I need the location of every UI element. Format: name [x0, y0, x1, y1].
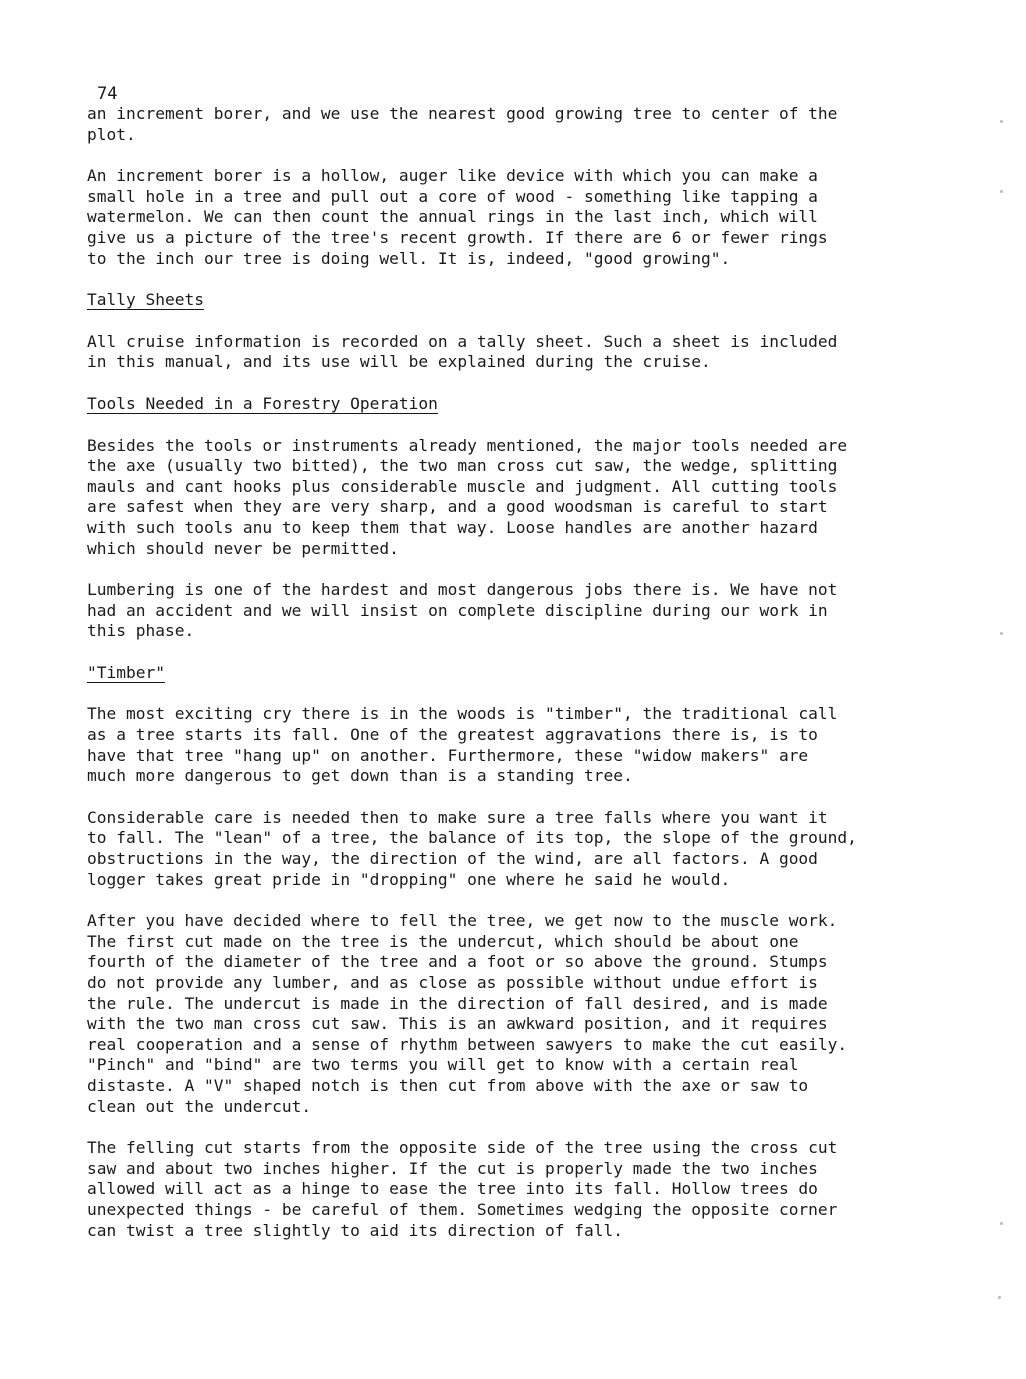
paragraph-felling-cut: The felling cut starts from the opposite side of the tree using the cross cut saw and about two inches higher. If the cut is properly made the two inches allowed will act as a hinge to ease the tree into its fall. Hollow trees do unexpected things - be careful of them. Sometimes wedging the opposite corner can twist a tree slightly to aid its direction of fall. — [87, 1138, 838, 1240]
paragraph-tally-sheets: All cruise information is recorded on a tally sheet. Such a sheet is included in this manual, and its use will be explained during the cruise. — [87, 331, 838, 372]
paragraph-undercut: After you have decided where to fell the tree, we get now to the muscle work. The first cut made on the tree is the undercut, which should be about one fourth of the diameter of the tree and a foot or so above the ground. Stumps do not provide any lumber, and as close as possible without undue effort is the rule. The undercut is made in the direction of fall desired, and is made with the two man cross cut saw. This is an awkward position, and it requires real cooperation and a sense of rhythm between sawyers to make the cut easily. "Pinch" and "bind" are two terms you will get to know with a certain real distaste. A "V" shaped notch is then cut from above with the axe or saw to clean out the undercut. — [87, 911, 848, 1116]
margin-speck — [1000, 190, 1003, 193]
paragraph-borer-intro: an increment borer, and we use the nearest good growing tree to center of the plot. — [87, 104, 838, 144]
page-number: 74 — [97, 84, 118, 104]
paragraph-lumbering: Lumbering is one of the hardest and most dangerous jobs there is. We have not had an accident and we will insist on complete discipline during our work in this phase. — [87, 580, 838, 641]
heading-timber: "Timber" — [87, 662, 165, 682]
heading-tally-sheets: Tally Sheets — [87, 290, 204, 310]
document-page — [87, 84, 947, 1241]
paragraph-tools: Besides the tools or instruments already mentioned, the major tools needed are the axe (usually two bitted), the two man cross cut saw, the wedge, splitting mauls and cant hooks plus considerable muscle and judgment. All cutting tools are safest when they are very sharp, and a good woodsman is careful to start with such tools anu to keep them that way. Loose handles are another hazard which should never be permitted. — [87, 435, 848, 558]
margin-speck — [1000, 1222, 1003, 1225]
heading-tools-needed: Tools Needed in a Forestry Operation — [87, 393, 438, 413]
margin-speck — [1000, 632, 1003, 635]
paragraph-considerable-care: Considerable care is needed then to make sure a tree falls where you want it to fall. The "lean" of a tree, the balance of its top, the slope of the ground, obstructions in the way, the direction of the wind, are all factors. A good logger takes great pride in "dropping" one where he said he would. — [87, 807, 857, 889]
paragraph-increment-borer: An increment borer is a hollow, auger like device with which you can make a small hole in a tree and pull out a core of wood - something like tapping a watermelon. We can then count the annual rings in the last inch, which will give us a picture of the tree's recent growth. If there are 6 or fewer rings to the inch our tree is doing well. It is, indeed, "good growing". — [87, 166, 828, 268]
paragraph-timber-call: The most exciting cry there is in the woods is "timber", the traditional call as a tree starts its fall. One of the greatest aggravations there is, is to have that tree "hang up" on another. Furthermore, these "widow makers" are much more dangerous to get down than is a standing tree. — [87, 704, 838, 786]
margin-speck — [1000, 120, 1003, 123]
margin-speck — [998, 1296, 1001, 1299]
